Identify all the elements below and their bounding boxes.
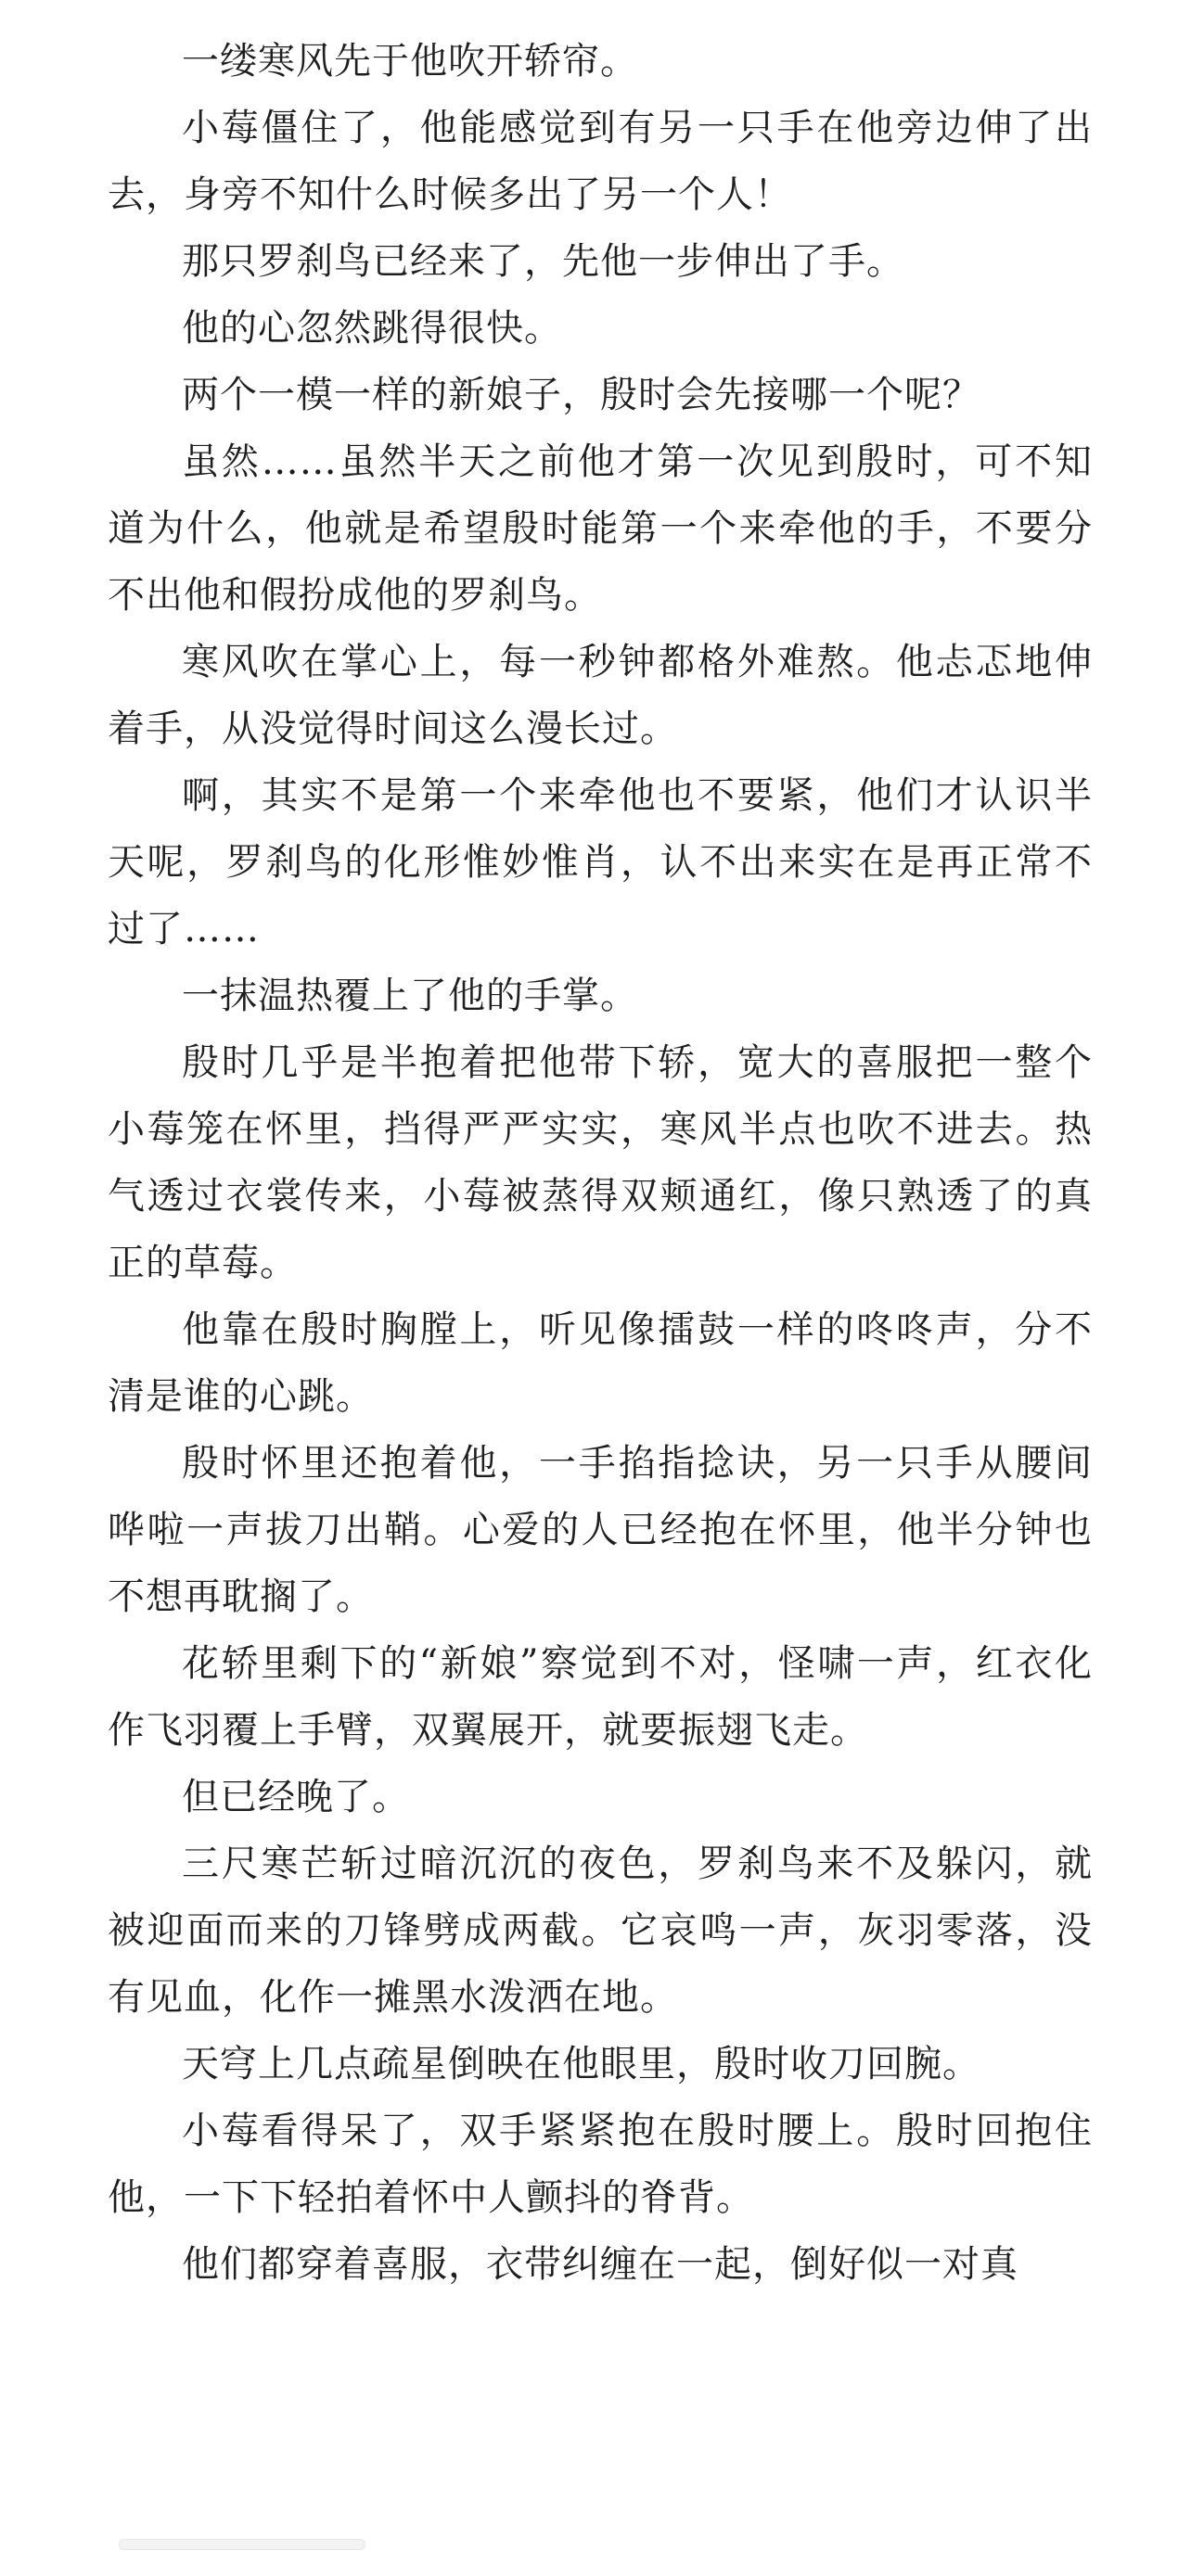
paragraph: 他们都穿着喜服，衣带纠缠在一起，倒好似一对真 — [182, 2243, 1018, 2286]
paragraph: 那只罗刹鸟已经来了，先他一步伸出了手。 — [182, 240, 904, 283]
paragraph: 他靠在殷时胸膛上，听见像擂鼓一样的咚咚声，分不清是谁的心跳。 — [108, 1308, 1093, 1418]
paragraph: 殷时怀里还抱着他，一手掐指捻诀，另一只手从腰间哗啦一声拔刀出鞘。心爱的人已经抱在怀里，他半分钟也不想再耽搁了。 — [108, 1442, 1093, 1618]
paragraph: 天穹上几点疏星倒映在他眼里，殷时收刀回腕。 — [182, 2043, 980, 2085]
cut-off-top-line — [139, 0, 241, 2]
paragraph: 一抹温热覆上了他的手掌。 — [182, 975, 638, 1017]
paragraph: 一缕寒风先于他吹开轿帘。 — [182, 40, 638, 83]
paragraph: 他的心忽然跳得很快。 — [182, 307, 562, 350]
paragraph: 小莓看得呆了，双手紧紧抱在殷时腰上。殷时回抱住他，一下下轻拍着怀中人颤抖的脊背。 — [108, 2110, 1093, 2219]
paragraph: 但已经晚了。 — [182, 1776, 410, 1818]
document-body — [108, 28, 1093, 2298]
paragraph: 小莓僵住了，他能感觉到有另一只手在他旁边伸了出去，身旁不知什么时候多出了另一个人！ — [108, 107, 1093, 216]
paragraph: 殷时几乎是半抱着把他带下轿，宽大的喜服把一整个小莓笼在怀里，挡得严严实实，寒风半点也吹不进去。热气透过衣裳传来，小莓被蒸得双颊通红，像只熟透了的真正的草莓。 — [108, 1041, 1093, 1284]
paragraph: 两个一模一样的新娘子，殷时会先接哪一个呢？ — [182, 374, 980, 416]
paragraph: 三尺寒芒斩过暗沉沉的夜色，罗刹鸟来不及躲闪，就被迎面而来的刀锋劈成两截。它哀鸣一声，灰羽零落，没有见血，化作一摊黑水泼洒在地。 — [108, 1843, 1093, 2019]
scroll-indicator — [119, 2539, 365, 2550]
paragraph: 虽然……虽然半天之前他才第一次见到殷时，可不知道为什么，他就是希望殷时能第一个来牵他的手，不要分不出他和假扮成他的罗刹鸟。 — [108, 440, 1093, 617]
paragraph: 花轿里剩下的“新娘”察觉到不对，怪啸一声，红衣化作飞羽覆上手臂，双翼展开，就要振翅飞走。 — [108, 1642, 1093, 1752]
paragraph: 寒风吹在掌心上，每一秒钟都格外难熬。他忐忑地伸着手，从没觉得时间这么漫长过。 — [108, 641, 1093, 750]
paragraph: 啊，其实不是第一个来牵他也不要紧，他们才认识半天呢，罗刹鸟的化形惟妙惟肖，认不出来实在是再正常不过了…… — [108, 774, 1093, 950]
